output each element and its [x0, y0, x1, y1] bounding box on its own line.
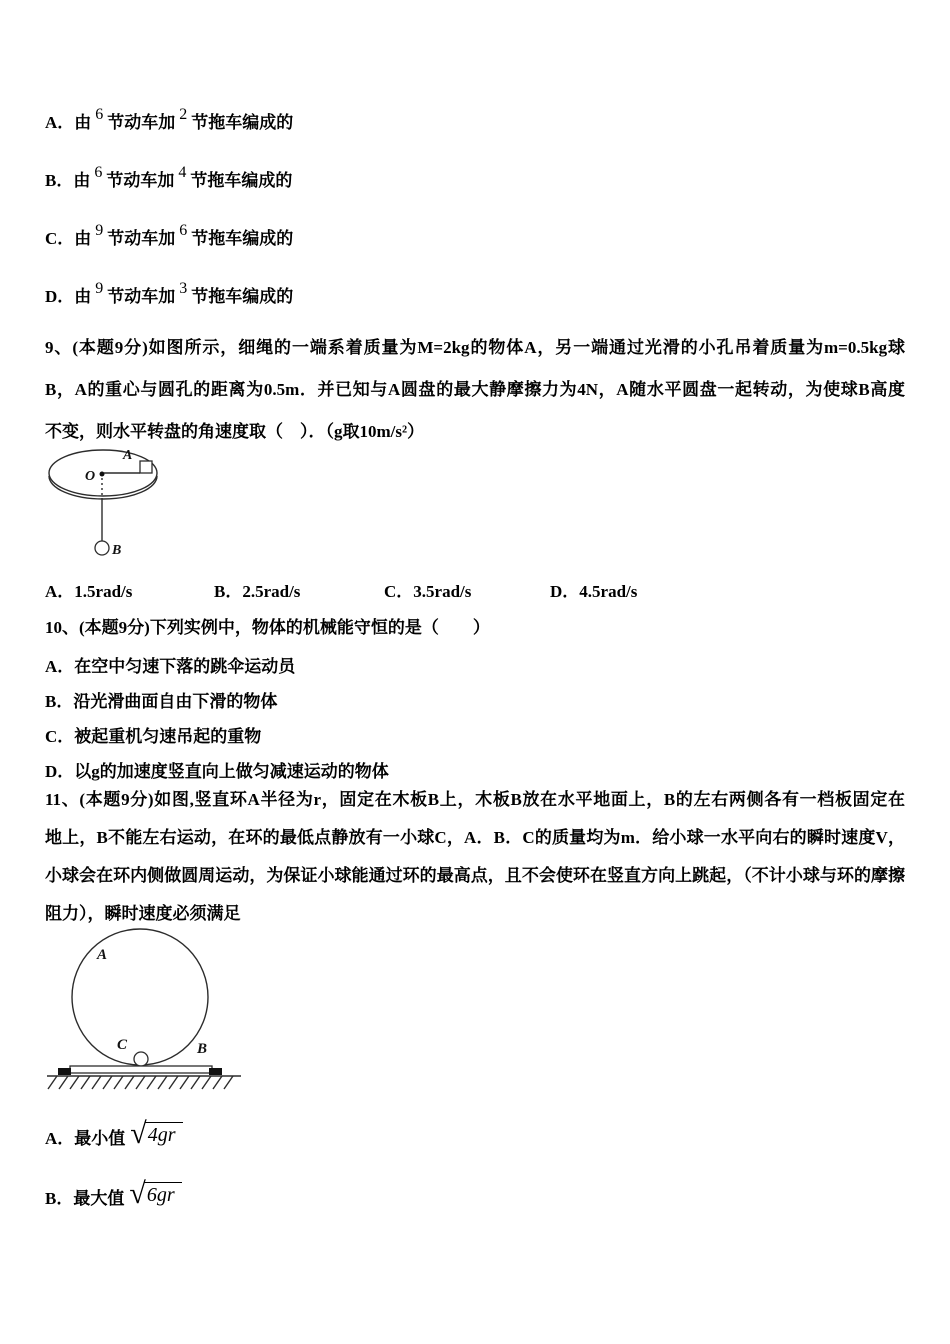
label-A: A — [97, 947, 108, 963]
option-d: D．4.5rad/s — [550, 582, 638, 601]
disk-pulley-figure — [45, 445, 225, 563]
option-b: B．2.5rad/s — [214, 582, 301, 601]
option-b: B．沿光滑曲面自由下滑的物体 — [45, 692, 278, 711]
question-text-line: 阻力），瞬时速度必须满足 — [45, 904, 241, 923]
option-c: C．被起重机匀速吊起的重物 — [45, 727, 262, 746]
ball-B — [95, 541, 109, 555]
option-a-train: A．由 6 节动车加 2 节拖车编成的 — [45, 106, 294, 132]
option-d-train: D．由 9 节动车加 3 节拖车编成的 — [45, 280, 294, 306]
motor-car-count: 6 — [94, 164, 103, 181]
question-text-line: 不变，则水平转盘的角速度取（ ）．（g取10m/s²） — [45, 422, 425, 441]
label-O: O — [85, 469, 96, 484]
question-10-options — [45, 649, 905, 789]
option-d: D．以g的加速度竖直向上做匀减速运动的物体 — [45, 762, 389, 781]
question-text-line: 9、(本题9分)如图所示，细绳的一端系着质量为M=2kg的物体A，另一端通过光滑的小孔吊着质量为m=0.5kg球 — [45, 338, 905, 357]
center-dot — [100, 472, 105, 477]
option-a: A．1.5rad/s — [45, 582, 133, 601]
option-text: 最大值 — [73, 1189, 125, 1208]
question-text-line: 地上，B不能左右运动，在环的最低点静放有一小球C，A．B．C的质量均为m．给小球一水平向右的瞬时速度V， — [45, 828, 905, 847]
ball-C — [134, 1052, 148, 1066]
option-label: B． — [45, 171, 74, 190]
question-9-text — [45, 327, 905, 453]
radical-sign: √ — [129, 1177, 146, 1210]
right-stop-block — [209, 1068, 222, 1075]
label-B: B — [112, 543, 122, 558]
ring-A — [72, 929, 208, 1065]
option-a: A．在空中匀速下落的跳伞运动员 — [45, 657, 296, 676]
ring-on-board-figure — [45, 927, 255, 1095]
question-10-title: 10、(本题9分)下列实例中，物体的机械能守恒的是（ ） — [45, 618, 490, 637]
question-9-options — [45, 579, 905, 605]
motor-car-count: 9 — [95, 280, 104, 297]
option-text: 最小值 — [74, 1129, 126, 1148]
radicand: 6gr — [144, 1182, 182, 1207]
question-text-line: 11、(本题9分)如图,竖直环A半径为r，固定在木板B上，木板B放在水平地面上，B的左右两侧各有一档板固定在 — [45, 790, 905, 809]
left-stop-block — [58, 1068, 71, 1075]
motor-car-count: 9 — [95, 222, 104, 239]
option-c: C．3.5rad/s — [384, 582, 472, 601]
sqrt-expression — [129, 1179, 181, 1209]
motor-car-count: 6 — [95, 106, 104, 123]
question-text-line: B，A的重心与圆孔的距离为0.5m．并已知与A圆盘的最大静摩擦力为4N，A随水平圆盘一起转动，为使球B高度 — [45, 380, 905, 399]
sqrt-expression — [130, 1119, 182, 1149]
radical-sign: √ — [130, 1117, 147, 1150]
board-B — [70, 1066, 212, 1073]
option-c-train: C．由 9 节动车加 6 节拖车编成的 — [45, 222, 294, 248]
label-B: B — [197, 1041, 208, 1057]
trailer-car-count: 2 — [179, 106, 188, 123]
question-text-line: 小球会在环内侧做圆周运动，为保证小球能通过环的最高点，且不会使环在竖直方向上跳起，（不计小球与环的摩擦 — [45, 866, 905, 885]
block-A — [140, 461, 152, 473]
option-b-train: B．由 6 节动车加 4 节拖车编成的 — [45, 164, 293, 190]
option-label: C． — [45, 229, 75, 248]
radicand: 4gr — [145, 1122, 183, 1147]
trailer-car-count: 6 — [179, 222, 188, 239]
label-A: A — [123, 448, 133, 463]
trailer-car-count: 4 — [178, 164, 187, 181]
trailer-car-count: 3 — [179, 280, 188, 297]
question-11-option-a — [45, 1117, 905, 1161]
question-8-options — [45, 106, 905, 310]
option-label: D． — [45, 287, 75, 306]
question-11-text — [45, 781, 905, 933]
option-label: B． — [45, 1189, 74, 1208]
ground-hatching — [48, 1076, 233, 1089]
option-label: A． — [45, 1129, 75, 1148]
label-C: C — [117, 1037, 128, 1053]
question-11-option-b — [45, 1177, 905, 1221]
option-label: A． — [45, 113, 75, 132]
